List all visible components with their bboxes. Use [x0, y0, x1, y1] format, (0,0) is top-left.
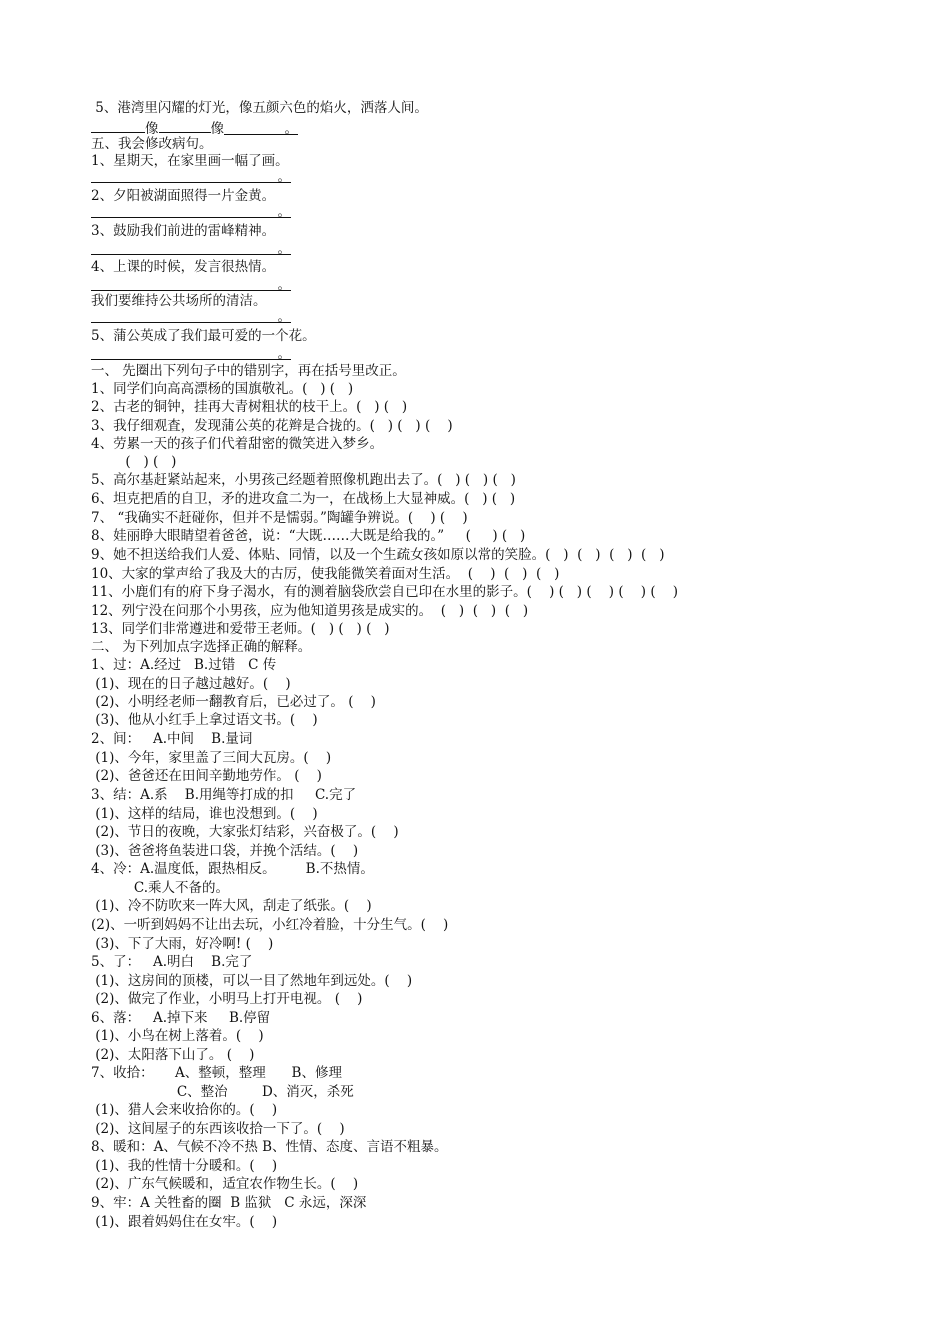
sec1-line: ( ) ( ) — [91, 454, 177, 470]
sec5-answer-line-1[interactable]: 。 — [91, 168, 291, 186]
sec5-item-4b: 我们要维持公共场所的清洁。 — [91, 293, 267, 309]
sec2-line: (2)、爸爸还在田间辛勤地劳作。 ( ) — [91, 768, 322, 784]
sec5-answer-line-5[interactable]: 。 — [91, 345, 291, 363]
sec5-item-1: 1、星期天，在家里画一幅了画。 — [91, 153, 289, 169]
answer-blank[interactable] — [159, 118, 211, 133]
sec1-line: 10、大家的掌声给了我及大的古厉，使我能微笑着面对生活。 ( ) ( ) ( ) — [91, 566, 560, 582]
section-2-title: 二、 为下列加点字选择正确的解释。 — [91, 639, 312, 655]
sec2-line: (3)、他从小红手上拿过语文书。( ) — [91, 712, 318, 728]
sec5-item-2: 2、夕阳被湖面照得一片金黄。 — [91, 188, 276, 204]
sec1-line: 4、劳累一天的孩子们代着甜密的微笑进入梦乡。 — [91, 436, 384, 452]
sec2-line: (2)、太阳落下山了。 ( ) — [91, 1047, 255, 1063]
sec1-line: 8、娃丽睁大眼睛望着爸爸，说：“大既……大既是给我的。” ( ) ( ) — [91, 528, 526, 544]
sec2-line: (3)、下了大雨，好冷啊! ( ) — [91, 936, 274, 952]
sec1-line: 9、她不担送给我们人爱、体贴、同情，以及一个生疏女孩如原以常的笑脸。( ) ( ) ( ) ( ) — [91, 547, 665, 563]
sec1-line: 11、小鹿们有的府下身子渴水，有的测着脑袋欣尝自已印在水里的影子。( ) ( ) ( ) ( ) ( ) — [91, 584, 679, 600]
sec5-answer-line-2[interactable]: 。 — [91, 203, 291, 221]
sec2-line: (1)、小鸟在树上落着。( ) — [91, 1028, 264, 1044]
sec4-q5-fill-line: 像 像 。 — [91, 118, 298, 138]
sec4-q5: 5、港湾里闪耀的灯光，像五颜六色的焰火，洒落人间。 — [91, 100, 428, 116]
sec2-line: 5、了： A.明白 B.完了 — [91, 954, 253, 970]
sec1-line: 6、坦克把盾的自卫，矛的进攻盒二为一，在战杨上大显神威。( ) ( ) — [91, 491, 516, 507]
sec1-line: 2、古老的铜钟，挂再大青树粗状的枝干上。( ) ( ) — [91, 399, 408, 415]
sec2-line: 8、暖和：A、气候不冷不热 B、性情、态度、言语不粗暴。 — [91, 1139, 448, 1155]
sec2-line: (1)、猎人会来收拾你的。( ) — [91, 1102, 278, 1118]
sec2-line: (3)、爸爸将鱼装进口袋，并挽个活结。( ) — [91, 843, 359, 859]
sec2-line: (2)、节日的夜晚，大家张灯结彩，兴奋极了。( ) — [91, 824, 399, 840]
sec2-line: (2)、广东气候暖和，适宜农作物生长。( ) — [91, 1176, 359, 1192]
sec1-line: 12、列宁没在问那个小男孩，应为他知道男孩是成实的。 ( ) ( ) ( ) — [91, 603, 529, 619]
sec2-line: 3、结：A.系 B.用绳等打成的扣 C.完了 — [91, 787, 357, 803]
sec2-line: 9、牢：A 关牲畜的圈 B 监狱 C 永远，深深 — [91, 1195, 367, 1211]
sec2-line: 1、过：A.经过 B.过错 C 传 — [91, 657, 277, 673]
sec5-item-3: 3、鼓励我们前进的雷峰精神。 — [91, 223, 276, 239]
sec1-line: 13、同学们非常遵进和爱带王老师。( ) ( ) ( ) — [91, 621, 390, 637]
sec2-line: (1)、今年，家里盖了三间大瓦房。( ) — [91, 750, 332, 766]
sec2-line: (2)、一听到妈妈不让出去玩，小红冷着脸，十分生气。( ) — [91, 917, 449, 933]
sec5-answer-line-4[interactable]: 。 — [91, 276, 291, 294]
sec2-line: 7、收拾： A、整顿，整理 B、修理 — [91, 1065, 342, 1081]
sec1-line: 1、同学们向高高漂杨的国旗敬礼。( ) ( ) — [91, 381, 354, 397]
sec2-line: (2)、这间屋子的东西该收拾一下了。( ) — [91, 1121, 345, 1137]
section-5-title: 五、我会修改病句。 — [91, 136, 213, 152]
sec2-line: (1)、冷不防吹来一阵大风，刮走了纸张。( ) — [91, 898, 372, 914]
section-1-title: 一、 先圈出下列句子中的错别字，再在括号里改正。 — [91, 363, 406, 379]
sec2-line: 2、间： A.中间 B.量词 — [91, 731, 253, 747]
sec1-line: 7、 “我确实不赶碰你，但并不是懦弱。”陶罐争辨说。( ) ( ) — [91, 510, 468, 526]
sec5-answer-line-4b[interactable]: 。 — [91, 308, 291, 326]
answer-blank[interactable]: 。 — [224, 120, 298, 135]
sec5-item-4: 4、上课的时候，发言很热情。 — [91, 259, 276, 275]
sec5-answer-line-3[interactable]: 。 — [91, 240, 291, 258]
sec2-line: (1)、现在的日子越过越好。( ) — [91, 676, 291, 692]
sec2-line: 4、冷：A.温度低，跟热相反。 B.不热情。 — [91, 861, 374, 877]
sec2-line: (2)、小明经老师一翻教育后，已必过了。 ( ) — [91, 694, 376, 710]
sec2-line: C、整治 D、消灭，杀死 — [91, 1084, 354, 1100]
sec2-line: (2)、做完了作业，小明马上打开电视。 ( ) — [91, 991, 363, 1007]
sec2-line: (1)、这房间的顶楼，可以一目了然地年到远处。( ) — [91, 973, 413, 989]
answer-blank[interactable] — [91, 118, 145, 133]
sec2-line: (1)、这样的结局，谁也没想到。( ) — [91, 806, 318, 822]
sec1-line: 3、我仔细观査，发现蒲公英的花辫是合拢的。( ) ( ) ( ) — [91, 418, 453, 434]
sec2-line: 6、落： A.掉下来 B.停留 — [91, 1010, 271, 1026]
sec2-line: (1)、我的性情十分暖和。( ) — [91, 1158, 278, 1174]
sec2-line: (1)、跟着妈妈住在女牢。( ) — [91, 1214, 278, 1230]
sec5-item-5: 5、蒲公英成了我们最可爱的一个花。 — [91, 328, 316, 344]
sec2-line: C.乘人不备的。 — [91, 880, 230, 896]
sec1-line: 5、高尔基赶紧站起来，小男孩己经题着照像机跑出去了。( ) ( ) ( ) — [91, 472, 516, 488]
